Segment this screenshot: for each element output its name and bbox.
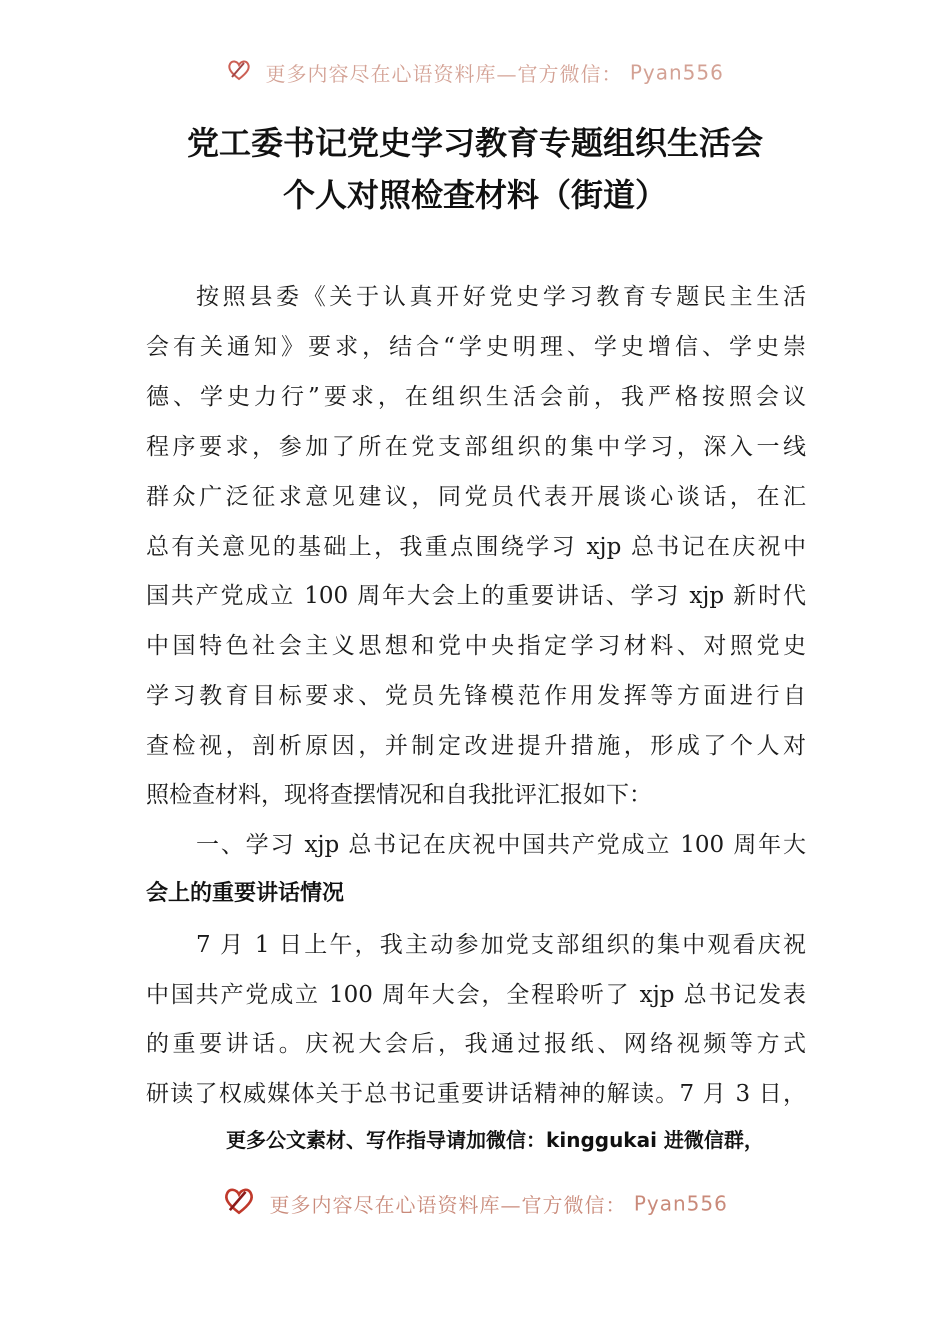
paragraph-line: 德、学史力行”要求，在组织生活会前，我严格按照会议 — [146, 384, 806, 410]
paragraph-line: 查检视，剖析原因，并制定改进提升措施，形成了个人对 — [146, 733, 806, 759]
paragraph-line: 中国特色社会主义思想和党中央指定学习材料、对照党史 — [146, 633, 806, 659]
paragraph-line: 群众广泛征求意见建议，同党员代表开展谈心谈话，在汇 — [146, 484, 806, 510]
heart-pen-logo-icon — [222, 1186, 256, 1221]
paragraph-line: 总有关意见的基础上，我重点围绕学习 xjp 总书记在庆祝中 — [146, 534, 806, 560]
paragraph-line: 中国共产党成立 100 周年大会，全程聆听了 xjp 总书记发表 — [146, 982, 806, 1008]
paragraph-line: 的重要讲话。庆祝大会后，我通过报纸、网络视频等方式 — [146, 1031, 806, 1057]
section-heading-line-2: 会上的重要讲话情况 — [146, 881, 345, 906]
paragraph-line: 7 月 1 日上午，我主动参加党支部组织的集中观看庆祝 — [196, 932, 806, 958]
watermark-wechat-id: Pyan556 — [629, 60, 724, 85]
paragraph-line: 会有关通知》要求，结合“学史明理、学史增信、学史崇 — [146, 334, 806, 360]
watermark-bottom — [0, 1186, 950, 1221]
footer-wechat-note: 更多公文素材、写作指导请加微信：kinggukai 进微信群， — [226, 1128, 764, 1152]
paragraph-line: 按照县委《关于认真开好党史学习教育专题民主生活 — [196, 284, 806, 310]
watermark-text: 更多内容尽在心语资料库—官方微信： — [269, 1193, 627, 1217]
watermark-text: 更多内容尽在心语资料库—官方微信： — [265, 62, 623, 86]
heart-pen-logo-icon — [226, 59, 252, 86]
watermark-wechat-id: Pyan556 — [633, 1191, 728, 1216]
paragraph-line: 程序要求，参加了所在党支部组织的集中学习，深入一线 — [146, 434, 806, 460]
document-title-line-2: 个人对照检查材料（街道） — [282, 176, 667, 214]
paragraph-line: 研读了权威媒体关于总书记重要讲话精神的解读。7 月 3 日， — [146, 1081, 806, 1107]
watermark-top — [0, 58, 950, 87]
paragraph-line: 国共产党成立 100 周年大会上的重要讲话、学习 xjp 新时代 — [146, 583, 806, 609]
paragraph-line: 学习教育目标要求、党员先锋模范作用发挥等方面进行自 — [146, 683, 806, 709]
paragraph-line: 照检查材料，现将查摆情况和自我批评汇报如下： — [146, 782, 652, 808]
section-heading-line-1: 一、学习 xjp 总书记在庆祝中国共产党成立 100 周年大 — [196, 832, 806, 858]
document-title-line-1: 党工委书记党史学习教育专题组织生活会 — [186, 124, 763, 162]
